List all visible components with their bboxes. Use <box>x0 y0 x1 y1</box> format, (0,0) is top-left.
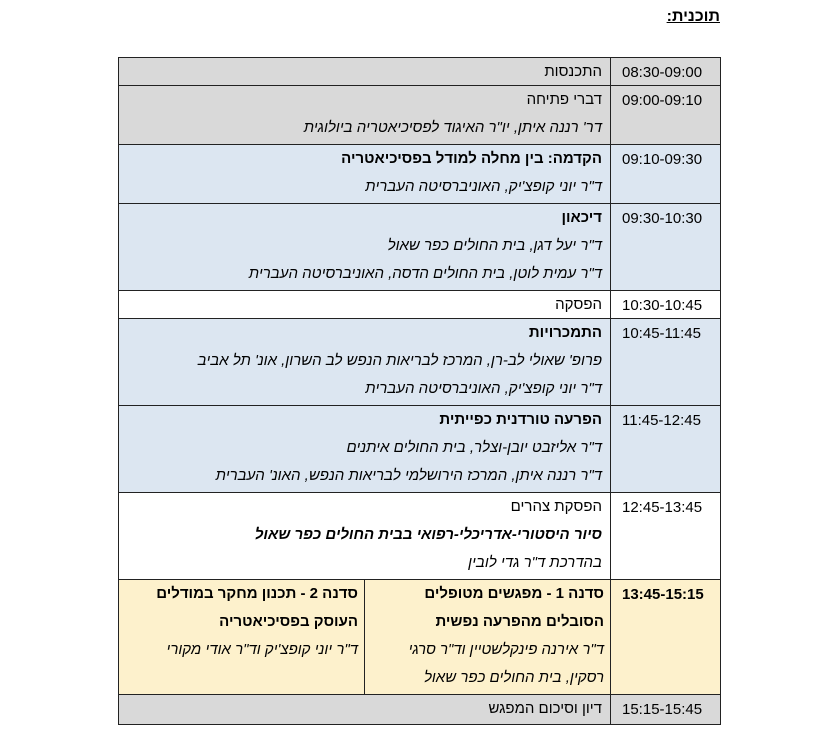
content-cell: דברי פתיחה דר' רננה איתן, יו"ר האיגוד לפסיכיאטריה ביולוגית <box>119 86 611 145</box>
workshop-1-cell: סדנה 1 - מפגשים מטופלים הסובלים מהפרעה נפשית ד"ר אירנה פינקלשטיין וד"ר סרגי רסקין, בית החולים כפר שאול <box>365 580 611 695</box>
time-cell: 13:45-15:15 <box>611 580 721 695</box>
content-cell: הקדמה: בין מחלה למודל בפסיכיאטריה ד"ר יוני קופצ'יק, האוניברסיטה העברית <box>119 145 611 204</box>
program-heading: תוכנית: <box>666 8 720 25</box>
time-cell: 08:30-09:00 <box>611 58 721 86</box>
content-cell: דיון וסיכום המפגש <box>119 695 611 725</box>
workshop-2-cell: סדנה 2 - תכנון מחקר במודלים העוסק בפסיכיאטריה ד"ר יוני קופצ'יק וד"ר אודי מקורי <box>119 580 365 695</box>
content-cell: הפרעה טורדנית כפייתית ד"ר אליזבט יובן-וצלר, בית החולים איתנים ד"ר רננה איתן, המרכז הירושלמי לבריאות הנפש, האונ' העברית <box>119 406 611 493</box>
time-cell: 10:30-10:45 <box>611 291 721 319</box>
content-cell: התכנסות <box>119 58 611 86</box>
table-row <box>119 145 721 204</box>
schedule-table <box>118 57 721 725</box>
table-row <box>119 580 721 695</box>
table-row <box>119 58 721 86</box>
time-cell: 09:00-09:10 <box>611 86 721 145</box>
content-cell: הפסקה <box>119 291 611 319</box>
content-cell: הפסקת צהרים סיור היסטורי-אדריכלי-רפואי בבית החולים כפר שאול בהדרכת ד"ר גדי לובין <box>119 493 611 580</box>
time-cell: 12:45-13:45 <box>611 493 721 580</box>
table-row <box>119 319 721 406</box>
table-row <box>119 493 721 580</box>
content-cell: דיכאון ד"ר יעל דגן, בית החולים כפר שאול ד"ר עמית לוטן, בית החולים הדסה, האוניברסיטה העברית <box>119 204 611 291</box>
table-row <box>119 406 721 493</box>
table-row <box>119 695 721 725</box>
table-row <box>119 291 721 319</box>
time-cell: 11:45-12:45 <box>611 406 721 493</box>
time-cell: 09:30-10:30 <box>611 204 721 291</box>
table-row <box>119 86 721 145</box>
time-cell: 15:15-15:45 <box>611 695 721 725</box>
time-cell: 09:10-09:30 <box>611 145 721 204</box>
content-cell: התמכרויות פרופ' שאולי לב-רן, המרכז לבריאות הנפש לב השרון, אונ' תל אביב ד"ר יוני קופצ'יק, האוניברסיטה העברית <box>119 319 611 406</box>
time-cell: 10:45-11:45 <box>611 319 721 406</box>
table-row <box>119 204 721 291</box>
